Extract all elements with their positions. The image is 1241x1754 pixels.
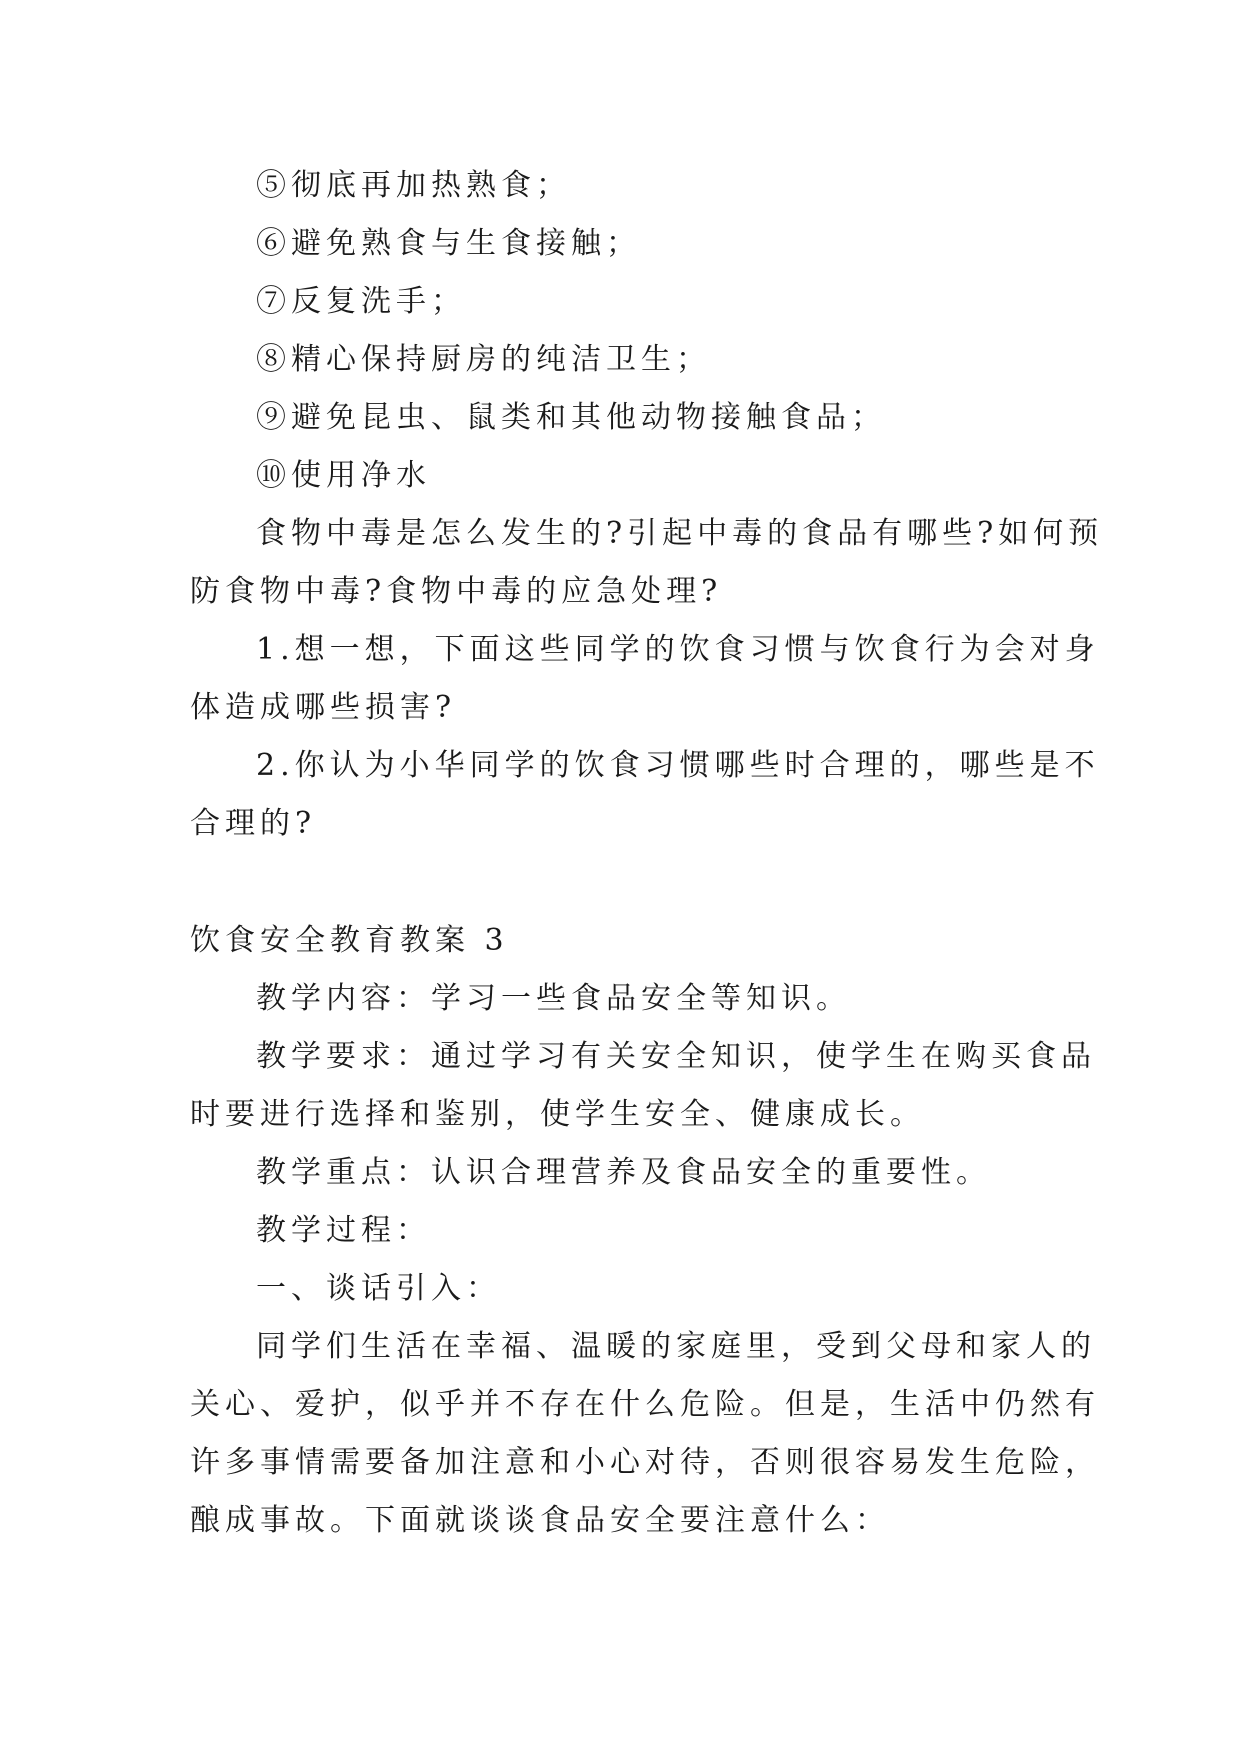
paragraph-line: 教学内容：学习一些食品安全等知识。 [256,981,851,1016]
list-item: ⑧精心保持厨房的纯洁卫生； [256,342,711,377]
paragraph-line: 同学们生活在幸福、温暖的家庭里，受到父母和家人的 [256,1329,1096,1364]
subheading: 一、谈话引入： [256,1271,501,1306]
question-line: 体造成哪些损害? [190,690,457,725]
paragraph-line: 食物中毒是怎么发生的?引起中毒的食品有哪些?如何预 [256,516,1104,551]
section-title: 饮食安全教育教案 3 [190,923,509,958]
paragraph-line: 教学要求：通过学习有关安全知识，使学生在购买食品 [256,1039,1096,1074]
paragraph-line: 酿成事故。下面就谈谈食品安全要注意什么： [190,1503,890,1538]
list-item: ⑩使用净水 [256,458,431,493]
paragraph-line: 教学重点：认识合理营养及食品安全的重要性。 [256,1155,991,1190]
question-line: 1.想一想，下面这些同学的饮食习惯与饮食行为会对身 [256,632,1100,667]
paragraph-line: 教学过程： [256,1213,431,1248]
paragraph-line: 时要进行选择和鉴别，使学生安全、健康成长。 [190,1097,925,1132]
paragraph-line: 防食物中毒?食物中毒的应急处理? [190,574,723,609]
list-item: ⑨避免昆虫、鼠类和其他动物接触食品； [256,400,886,435]
question-line: 合理的? [190,806,317,841]
list-item: ⑦反复洗手； [256,284,466,319]
paragraph-line: 许多事情需要备加注意和小心对待，否则很容易发生危险， [190,1445,1100,1480]
paragraph-line: 关心、爱护，似乎并不存在什么危险。但是，生活中仍然有 [190,1387,1100,1422]
list-item: ⑥避免熟食与生食接触； [256,226,641,261]
list-item: ⑤彻底再加热熟食； [256,168,571,203]
question-line: 2.你认为小华同学的饮食习惯哪些时合理的，哪些是不 [256,748,1100,783]
